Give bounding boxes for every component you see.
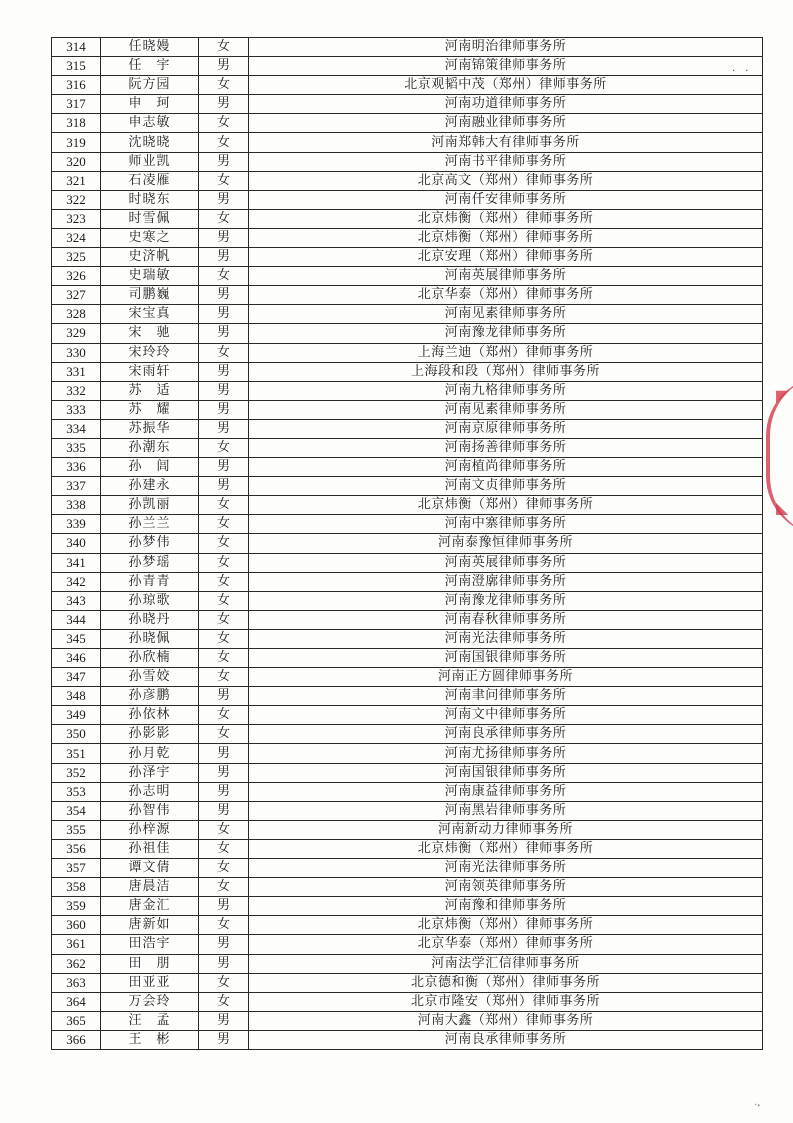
gender: 女 [199,973,249,992]
gender: 女 [199,668,249,687]
row-number: 323 [52,209,101,228]
law-firm: 河南领英律师事务所 [249,878,763,897]
gender: 男 [199,248,249,267]
law-firm: 上海段和段（郑州）律师事务所 [249,362,763,381]
lawyer-name: 孙琼歌 [101,591,199,610]
row-number: 318 [52,114,101,133]
row-number: 351 [52,744,101,763]
row-number: 336 [52,458,101,477]
row-number: 343 [52,591,101,610]
table-row [52,820,763,839]
law-firm: 河南新动力律师事务所 [249,820,763,839]
lawyer-name: 孙建永 [101,477,199,496]
lawyer-name: 苏 适 [101,381,199,400]
row-number: 321 [52,171,101,190]
lawyer-name: 宋玲玲 [101,343,199,362]
law-firm: 河南正方圆律师事务所 [249,668,763,687]
gender: 男 [199,687,249,706]
gender: 女 [199,133,249,152]
lawyer-name: 申志敏 [101,114,199,133]
table-row [52,610,763,629]
table-row [52,114,763,133]
lawyer-name: 唐晨洁 [101,878,199,897]
table-row [52,629,763,648]
gender: 女 [199,553,249,572]
law-firm: 北京观韬中茂（郑州）律师事务所 [249,76,763,95]
row-number: 322 [52,190,101,209]
law-firm: 北京炜衡（郑州）律师事务所 [249,209,763,228]
row-number: 362 [52,954,101,973]
gender: 男 [199,458,249,477]
table-row [52,591,763,610]
row-number: 329 [52,324,101,343]
seal-mark: ◣ [776,498,789,517]
lawyer-name: 任晓嫚 [101,38,199,57]
row-number: 356 [52,839,101,858]
lawyer-name: 史寒之 [101,228,199,247]
lawyer-name: 唐新如 [101,916,199,935]
table-row [52,763,763,782]
row-number: 366 [52,1030,101,1049]
law-firm: 河南豫龙律师事务所 [249,324,763,343]
row-number: 348 [52,687,101,706]
table-row [52,419,763,438]
table-row [52,228,763,247]
gender: 女 [199,267,249,286]
row-number: 352 [52,763,101,782]
row-number: 314 [52,38,101,57]
table-row [52,1030,763,1049]
table-row [52,801,763,820]
row-number: 325 [52,248,101,267]
table-row [52,515,763,534]
gender: 男 [199,1011,249,1030]
law-firm: 河南郑韩大有律师事务所 [249,133,763,152]
gender: 男 [199,381,249,400]
lawyer-name: 孙雪姣 [101,668,199,687]
table-row [52,992,763,1011]
law-firm: 北京炜衡（郑州）律师事务所 [249,496,763,515]
row-number: 340 [52,534,101,553]
law-firm: 河南仟安律师事务所 [249,190,763,209]
lawyer-name: 阮方园 [101,76,199,95]
gender: 男 [199,419,249,438]
lawyer-name: 司鹏巍 [101,286,199,305]
lawyer-name: 孙影影 [101,725,199,744]
lawyer-name: 孙梦瑶 [101,553,199,572]
law-firm: 河南光法律师事务所 [249,859,763,878]
law-firm: 河南功道律师事务所 [249,95,763,114]
law-firm: 河南良承律师事务所 [249,725,763,744]
lawyer-name: 田浩宇 [101,935,199,954]
row-number: 328 [52,305,101,324]
lawyer-name: 孙晓佩 [101,629,199,648]
row-number: 339 [52,515,101,534]
law-firm: 北京高文（郑州）律师事务所 [249,171,763,190]
gender: 女 [199,76,249,95]
lawyer-name: 万会玲 [101,992,199,1011]
lawyer-name: 孙智伟 [101,801,199,820]
gender: 男 [199,324,249,343]
lawyer-name: 时晓东 [101,190,199,209]
law-firm: 北京德和衡（郑州）律师事务所 [249,973,763,992]
law-firm: 河南聿问律师事务所 [249,687,763,706]
gender: 男 [199,152,249,171]
table-row [52,572,763,591]
row-number: 331 [52,362,101,381]
table-row [52,248,763,267]
row-number: 363 [52,973,101,992]
lawyer-name: 任 宇 [101,57,199,76]
row-number: 354 [52,801,101,820]
law-firm: 河南书平律师事务所 [249,152,763,171]
lawyer-name: 孙凯丽 [101,496,199,515]
law-firm: 北京炜衡（郑州）律师事务所 [249,839,763,858]
seal-mark: ◤ [776,386,789,405]
table-row [52,362,763,381]
lawyer-name: 苏 耀 [101,400,199,419]
gender: 男 [199,362,249,381]
law-firm: 河南明治律师事务所 [249,38,763,57]
lawyer-name: 宋 驰 [101,324,199,343]
row-number: 347 [52,668,101,687]
row-number: 327 [52,286,101,305]
law-firm: 河南国银律师事务所 [249,763,763,782]
law-firm: 河南泰豫恒律师事务所 [249,534,763,553]
roster-body [52,38,763,1050]
scan-speck: · · [732,66,749,77]
row-number: 335 [52,438,101,457]
gender: 女 [199,38,249,57]
table-row [52,57,763,76]
law-firm: 北京炜衡（郑州）律师事务所 [249,916,763,935]
law-firm: 河南春秋律师事务所 [249,610,763,629]
law-firm: 北京市隆安（郑州）律师事务所 [249,992,763,1011]
row-number: 358 [52,878,101,897]
row-number: 346 [52,649,101,668]
gender: 男 [199,305,249,324]
lawyer-name: 石凌雁 [101,171,199,190]
table-row [52,171,763,190]
law-firm: 河南植尚律师事务所 [249,458,763,477]
law-firm: 河南黑岩律师事务所 [249,801,763,820]
law-firm: 河南光法律师事务所 [249,629,763,648]
row-number: 334 [52,419,101,438]
law-firm: 河南京原律师事务所 [249,419,763,438]
gender: 男 [199,954,249,973]
table-row [52,400,763,419]
lawyer-name: 史济帆 [101,248,199,267]
table-row [52,954,763,973]
gender: 男 [199,95,249,114]
gender: 女 [199,591,249,610]
table-row [52,553,763,572]
gender: 女 [199,534,249,553]
table-row [52,286,763,305]
table-row [52,878,763,897]
gender: 女 [199,992,249,1011]
row-number: 360 [52,916,101,935]
law-firm: 河南九格律师事务所 [249,381,763,400]
gender: 女 [199,171,249,190]
law-firm: 河南扬善律师事务所 [249,438,763,457]
law-firm: 河南见素律师事务所 [249,400,763,419]
law-firm: 河南文贞律师事务所 [249,477,763,496]
gender: 男 [199,1030,249,1049]
law-firm: 河南澄廓律师事务所 [249,572,763,591]
lawyer-name: 田 朋 [101,954,199,973]
table-row [52,668,763,687]
row-number: 315 [52,57,101,76]
table-row [52,1011,763,1030]
lawyer-name: 孙欣楠 [101,649,199,668]
row-number: 338 [52,496,101,515]
table-row [52,381,763,400]
row-number: 357 [52,859,101,878]
row-number: 345 [52,629,101,648]
lawyer-name: 孙兰兰 [101,515,199,534]
gender: 女 [199,649,249,668]
table-row [52,973,763,992]
law-firm: 河南良承律师事务所 [249,1030,763,1049]
law-firm: 河南见素律师事务所 [249,305,763,324]
table-row [52,839,763,858]
law-firm: 北京华泰（郑州）律师事务所 [249,935,763,954]
row-number: 320 [52,152,101,171]
gender: 男 [199,228,249,247]
law-firm: 河南大鑫（郑州）律师事务所 [249,1011,763,1030]
table-row [52,744,763,763]
gender: 女 [199,572,249,591]
lawyer-name: 汪 孟 [101,1011,199,1030]
gender: 女 [199,209,249,228]
gender: 男 [199,763,249,782]
gender: 男 [199,57,249,76]
law-firm: 河南豫和律师事务所 [249,897,763,916]
lawyer-name: 孙潮东 [101,438,199,457]
gender: 女 [199,515,249,534]
gender: 男 [199,400,249,419]
row-number: 341 [52,553,101,572]
row-number: 342 [52,572,101,591]
law-firm: 河南尤扬律师事务所 [249,744,763,763]
gender: 女 [199,496,249,515]
lawyer-name: 时雪佩 [101,209,199,228]
table-row [52,305,763,324]
lawyer-name: 孙梓源 [101,820,199,839]
lawyer-name: 孙彦鹏 [101,687,199,706]
row-number: 319 [52,133,101,152]
row-number: 359 [52,897,101,916]
lawyer-name: 孙祖佳 [101,839,199,858]
row-number: 364 [52,992,101,1011]
gender: 女 [199,839,249,858]
gender: 男 [199,935,249,954]
lawyer-name: 谭文倩 [101,859,199,878]
table-row [52,38,763,57]
law-firm: 河南英展律师事务所 [249,267,763,286]
table-row [52,534,763,553]
table-row [52,897,763,916]
gender: 男 [199,286,249,305]
table-row [52,458,763,477]
red-seal-stamp [760,372,793,542]
lawyer-name: 史瑞敏 [101,267,199,286]
lawyer-name: 孙泽宇 [101,763,199,782]
row-number: 361 [52,935,101,954]
gender: 女 [199,725,249,744]
row-number: 350 [52,725,101,744]
gender: 男 [199,801,249,820]
gender: 女 [199,706,249,725]
gender: 男 [199,477,249,496]
table-row [52,267,763,286]
lawyer-name: 孙晓丹 [101,610,199,629]
law-firm: 上海兰迪（郑州）律师事务所 [249,343,763,362]
law-firm: 北京安理（郑州）律师事务所 [249,248,763,267]
row-number: 337 [52,477,101,496]
row-number: 324 [52,228,101,247]
lawyer-name: 申 珂 [101,95,199,114]
lawyer-name: 孙梦伟 [101,534,199,553]
gender: 女 [199,114,249,133]
law-firm: 北京华泰（郑州）律师事务所 [249,286,763,305]
law-firm: 河南锦策律师事务所 [249,57,763,76]
row-number: 316 [52,76,101,95]
gender: 女 [199,859,249,878]
gender: 女 [199,916,249,935]
gender: 女 [199,343,249,362]
table-row [52,496,763,515]
gender: 女 [199,610,249,629]
table-row [52,649,763,668]
law-firm: 河南文中律师事务所 [249,706,763,725]
law-firm: 河南英展律师事务所 [249,553,763,572]
law-firm: 河南豫龙律师事务所 [249,591,763,610]
table-row [52,133,763,152]
lawyer-name: 王 彬 [101,1030,199,1049]
row-number: 353 [52,782,101,801]
row-number: 333 [52,400,101,419]
lawyer-name: 田亚亚 [101,973,199,992]
table-row [52,725,763,744]
table-row [52,706,763,725]
law-firm: 河南融业律师事务所 [249,114,763,133]
row-number: 330 [52,343,101,362]
law-firm: 河南国银律师事务所 [249,649,763,668]
lawyer-roster-table [51,37,763,1050]
row-number: 344 [52,610,101,629]
table-row [52,935,763,954]
table-row [52,324,763,343]
gender: 男 [199,897,249,916]
row-number: 317 [52,95,101,114]
table-row [52,343,763,362]
table-row [52,152,763,171]
law-firm: 河南法学汇信律师事务所 [249,954,763,973]
table-row [52,782,763,801]
table-row [52,916,763,935]
gender: 女 [199,878,249,897]
table-row [52,190,763,209]
lawyer-name: 宋雨轩 [101,362,199,381]
lawyer-name: 宋宝真 [101,305,199,324]
table-row [52,477,763,496]
lawyer-name: 孙依林 [101,706,199,725]
gender: 男 [199,744,249,763]
lawyer-name: 孙志明 [101,782,199,801]
lawyer-name: 沈晓晓 [101,133,199,152]
row-number: 355 [52,820,101,839]
table-row [52,95,763,114]
lawyer-name: 唐金汇 [101,897,199,916]
lawyer-name: 孙 闾 [101,458,199,477]
table-row [52,687,763,706]
table-row [52,76,763,95]
row-number: 365 [52,1011,101,1030]
law-firm: 北京炜衡（郑州）律师事务所 [249,228,763,247]
row-number: 332 [52,381,101,400]
gender: 男 [199,190,249,209]
table-row [52,438,763,457]
law-firm: 河南中寨律师事务所 [249,515,763,534]
lawyer-name: 孙青青 [101,572,199,591]
gender: 男 [199,782,249,801]
gender: 女 [199,820,249,839]
table-row [52,859,763,878]
gender: 女 [199,438,249,457]
lawyer-name: 师业凯 [101,152,199,171]
table-row [52,209,763,228]
gender: 女 [199,629,249,648]
scan-speck: ·˖ [754,1100,761,1111]
law-firm: 河南康益律师事务所 [249,782,763,801]
lawyer-name: 孙月乾 [101,744,199,763]
lawyer-name: 苏振华 [101,419,199,438]
row-number: 326 [52,267,101,286]
row-number: 349 [52,706,101,725]
